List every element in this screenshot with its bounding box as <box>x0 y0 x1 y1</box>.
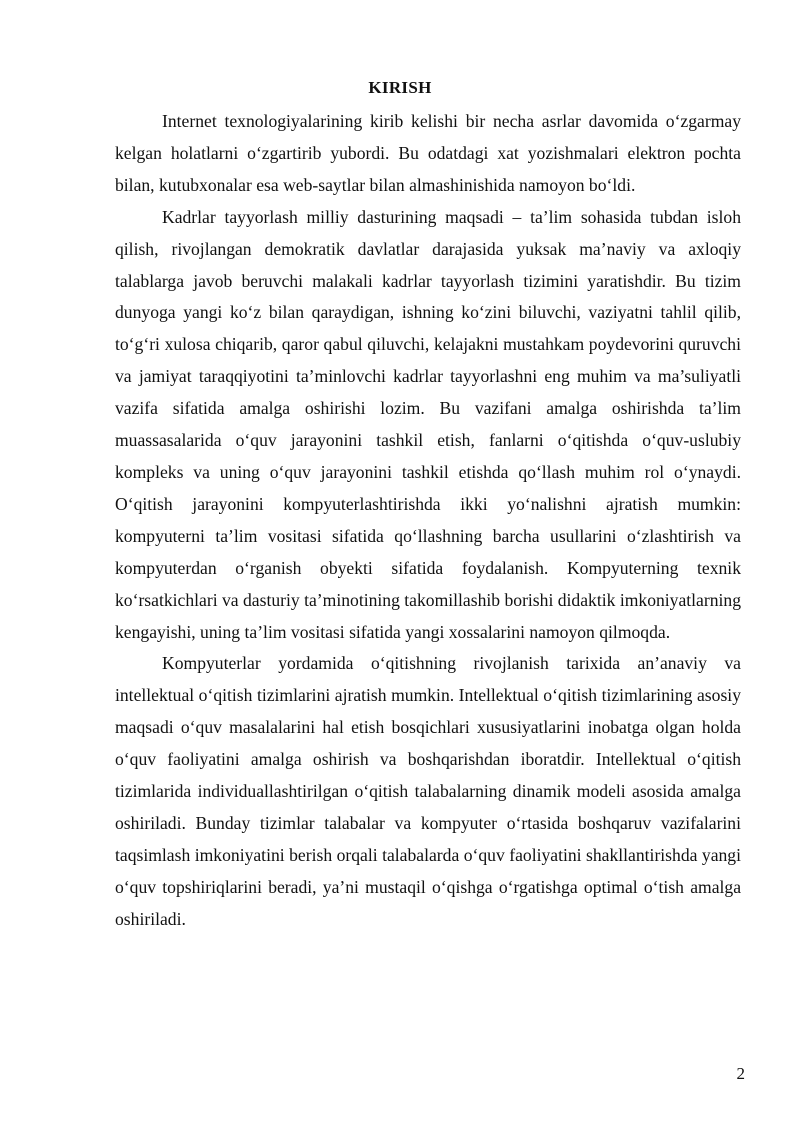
page-number: 2 <box>736 1064 745 1083</box>
paragraph-internet: Internet texnologiyalarining kirib kelishi bir necha asrlar davomida o‘zgarmay kelgan holatlarni o‘zgartirib yubordi. Bu odatdagi xat yozishmalari elektron pochta bilan, kutubxonalar esa web-saytlar bilan almashinishida namoyon bo‘ldi. <box>115 111 741 195</box>
paragraph-kompyuterlar: Kompyuterlar yordamida o‘qitishning rivojlanish tarixida an’anaviy va intellektual o‘qitish tizimlarini ajratish mumkin. Intellektual o‘qitish tizimlarining asosiy maqsadi o‘quv masalalarini hal etish bosqichlari xususiyatlarini inobatga olgan holda o‘quv faoliyatini amalga oshirish va boshqarishdan iboratdir. Intellektual o‘qitish tizimlarida individuallashtirilgan o‘qitish talabalarning dinamik modeli asosida amalga oshiriladi. Bunday tizimlar talabalar va kompyuter o‘rtasida boshqaruv vazifalarini taqsimlash imkoniyatini berish orqali talabalarda o‘quv faoliyatini shakllantirishda yangi o‘quv topshiriqlarini beradi, ya’ni mustaqil o‘qishga o‘rgatishga optimal o‘tish amalga oshiriladi. <box>115 653 741 929</box>
paragraph-kadrlar: Kadrlar tayyorlash milliy dasturining maqsadi – ta’lim sohasida tubdan isloh qilish, rivojlangan demokratik davlatlar darajasida yuksak ma’naviy va axloqiy talablarga javob beruvchi malakali kadrlar tayyorlash tizimini yaratishdir. Bu tizim dunyoga yangi ko‘z bilan qaraydigan, ishning ko‘zini biluvchi, vaziyatni tahlil qilib, to‘g‘ri xulosa chiqarib, qaror qabul qiluvchi, kelajakni mustahkam poydevorini quruvchi va jamiyat taraqqiyotini ta’minlovchi kadrlar tayyorlashni eng muhim va ma’suliyatli vazifa sifatida amalga oshirishi lozim. Bu vazifani amalga oshirishda ta’lim muassasalarida o‘quv jarayonini tashkil etish, fanlarni o‘qitishda o‘quv-uslubiy kompleks va uning o‘quv jarayonini tashkil etishda qo‘llash muhim rol o‘ynaydi. O‘qitish jarayonini kompyuterlashtirishda ikki yo‘nalishni ajratish mumkin: kompyuterni ta’lim vositasi sifatida qo‘llashning barcha usullarini o‘zlashtirish va kompyuterdan o‘rganish obyekti sifatida foydalanish. Kompyuterning texnik ko‘rsatkichlari va dasturiy ta’minotining takomillashib borishi didaktik imkoniyatlarning kengayishi, uning ta’lim vositasi sifatida yangi xossalarini namoyon qilmoqda. <box>115 206 741 642</box>
document-body <box>115 106 741 936</box>
document-title: KIRISH <box>368 78 432 97</box>
